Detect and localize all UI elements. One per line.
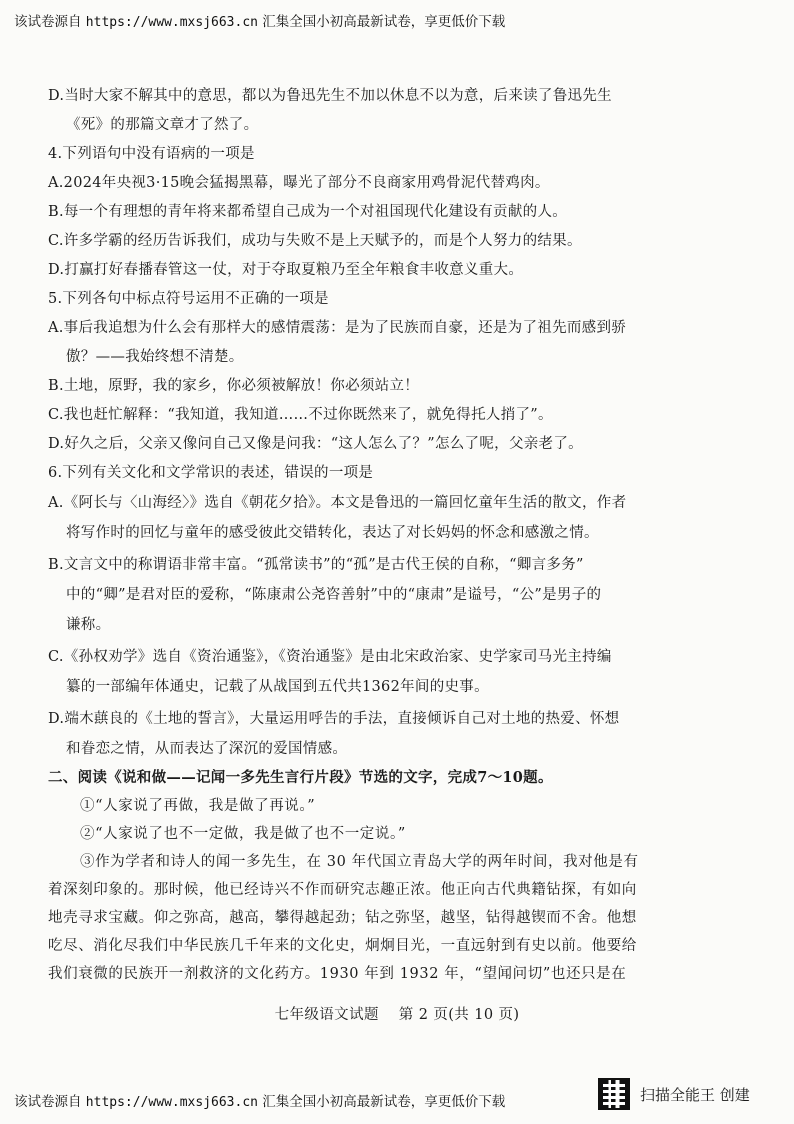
option-line: A.《阿长与〈山海经〉》选自《朝花夕拾》。本文是鲁迅的一篇回忆童年生活的散文，作者 [48, 495, 627, 511]
passage-line: ①“人家说了再做，我是做了再说。” [80, 798, 316, 814]
passage-line: 地壳寻求宝藏。仰之弥高，越高，攀得越起劲；钻之弥坚，越坚，钻得越锲而不舍。他想 [48, 910, 637, 926]
passage-line: 吃尽、消化尽我们中华民族几千年来的文化史，炯炯目光，一直远射到有史以前。他要给 [48, 938, 637, 954]
option-line: B.每一个有理想的青年将来都希望自己成为一个对祖国现代化建设有贡献的人。 [48, 204, 568, 220]
question-stem: 5.下列各句中标点符号运用不正确的一项是 [48, 291, 329, 307]
text-line: D.当时大家不解其中的意思，都以为鲁迅先生不加以休息不以为意，后来读了鲁迅先生 [48, 88, 612, 104]
banner-bottom [14, 1090, 505, 1110]
option-line: C.我也赶忙解释：“我知道，我知道……不过你既然来了，就免得托人捎了”。 [48, 407, 553, 423]
scanner-watermark: 扫描全能王 创建 [640, 1086, 750, 1104]
option-line: A.事后我追想为什么会有那样大的感情震荡：是为了民族而自豪，还是为了祖先而感到骄 [48, 320, 627, 336]
option-line: 谦称。 [66, 617, 111, 633]
option-line: C.许多学霸的经历告诉我们，成功与失败不是上天赋予的，而是个人努力的结果。 [48, 233, 582, 249]
page-footer: 七年级语文试题 第 2 页(共 10 页) [274, 1007, 520, 1023]
option-line: B.文言文中的称谓语非常丰富。“孤常读书”的“孤”是古代王侯的自称，“卿言多务” [48, 557, 584, 573]
option-line: D.端木蕻良的《土地的誓言》，大量运用呼告的手法，直接倾诉自己对土地的热爱、怀想 [48, 711, 620, 727]
option-line: B.土地，原野，我的家乡，你必须被解放！你必须站立！ [48, 378, 420, 394]
option-line: 中的“卿”是君对臣的爱称，“陈康肃公尧咨善射”中的“康肃”是谥号，“公”是男子的 [66, 587, 602, 603]
banner-url[interactable]: https://www.mxsj663.cn [85, 1095, 258, 1110]
banner-suffix: 汇集全国小初高最新试卷，享更低价下载 [262, 14, 506, 30]
banner-prefix: 该试卷源自 [14, 1094, 82, 1110]
option-line: D.好久之后，父亲又像问自己又像是问我：“这人怎么了？”怎么了呢，父亲老了。 [48, 436, 583, 452]
option-line: 傲？——我始终想不清楚。 [66, 349, 244, 365]
passage-line: ②“人家说了也不一定做，我是做了也不一定说。” [80, 826, 406, 842]
option-line: A.2024年央视3·15晚会猛揭黑幕，曝光了部分不良商家用鸡骨泥代替鸡肉。 [48, 175, 550, 191]
section-heading: 二、阅读《说和做——记闻一多先生言行片段》节选的文字，完成7～10题。 [48, 769, 553, 786]
question-stem: 6.下列有关文化和文学常识的表述，错误的一项是 [48, 465, 374, 481]
option-line: C.《孙权劝学》选自《资治通鉴》，《资治通鉴》是由北宋政治家、史学家司马光主持编 [48, 649, 612, 665]
passage-line: ③作为学者和诗人的闻一多先生，在 30 年代国立青岛大学的两年时间，我对他是有 [80, 854, 639, 870]
text-line: 《死》的那篇文章才了然了。 [66, 117, 259, 133]
qr-code-icon [598, 1078, 630, 1110]
option-line: D.打赢打好春播春管这一仗，对于夺取夏粮乃至全年粮食丰收意义重大。 [48, 262, 524, 278]
option-line: 和眷恋之情，从而表达了深沉的爱国情感。 [66, 741, 348, 757]
question-stem: 4.下列语句中没有语病的一项是 [48, 146, 255, 162]
passage-line: 着深刻印象的。那时候，他已经诗兴不作而研究志趣正浓。他正向古代典籍钻探，有如向 [48, 882, 637, 898]
banner-suffix: 汇集全国小初高最新试卷，享更低价下载 [262, 1094, 506, 1110]
passage-line: 我们衰微的民族开一剂救济的文化药方。1930 年到 1932 年，“望闻问切”也还只是在 [48, 966, 627, 982]
banner-prefix: 该试卷源自 [14, 14, 82, 30]
banner-url[interactable]: https://www.mxsj663.cn [85, 15, 258, 30]
option-line: 将写作时的回忆与童年的感受彼此交错转化，表达了对长妈妈的怀念和感激之情。 [66, 525, 599, 541]
option-line: 纂的一部编年体通史，记载了从战国到五代共1362年间的史事。 [66, 679, 489, 695]
